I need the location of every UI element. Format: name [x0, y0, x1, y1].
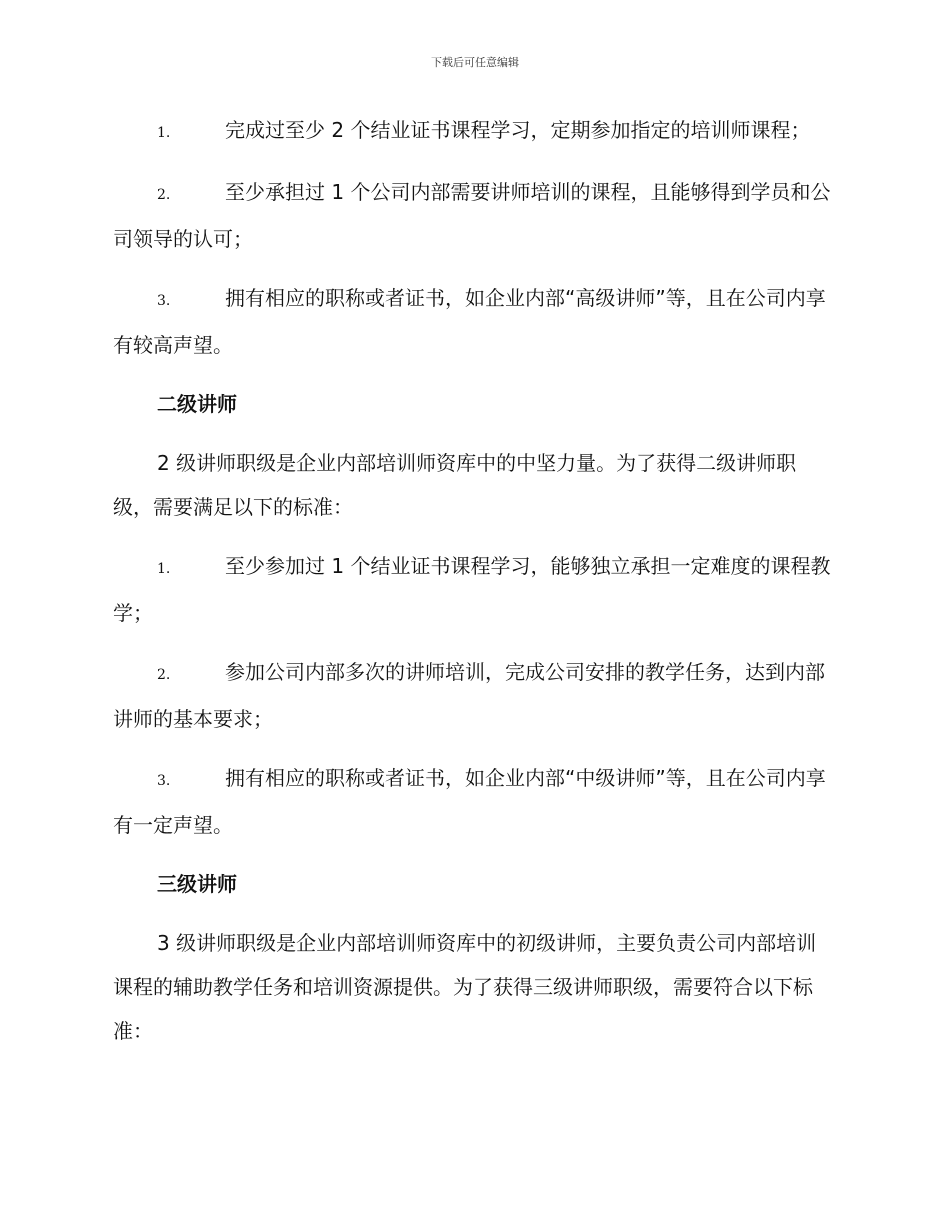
- list-item: [113, 108, 833, 155]
- list-text: 参加公司内部多次的讲师培训，完成公司安排的教学任务，达到内部讲师的基本要求；: [113, 660, 825, 731]
- section-intro-level2: 2 级讲师职级是企业内部培训师资库中的中坚力量。为了获得二级讲师职级，需要满足以下的标准：: [113, 451, 797, 519]
- list-number: 2.: [157, 187, 171, 203]
- section-intro-level3: 3 级讲师职级是企业内部培训师资库中的初级讲师，主要负责公司内部培训课程的辅助教学任务和培训资源提供。为了获得三级讲师职级，需要符合以下标准：: [113, 931, 817, 1043]
- section-heading-level3: 三级讲师: [157, 872, 237, 896]
- section-heading-level2: 二级讲师: [157, 392, 237, 416]
- list-item: [113, 170, 833, 261]
- list-number: 1.: [157, 561, 171, 577]
- list-item: [113, 276, 833, 367]
- list-number: 3.: [157, 293, 171, 309]
- list-number: 2.: [157, 667, 171, 683]
- list-text: 至少参加过 1 个结业证书课程学习，能够独立承担一定难度的课程教学；: [113, 554, 831, 625]
- list-item: [113, 544, 833, 635]
- list-text: 拥有相应的职称或者证书，如企业内部“高级讲师”等，且在公司内享有较高声望。: [113, 286, 826, 357]
- list-text: 拥有相应的职称或者证书，如企业内部“中级讲师”等，且在公司内享有一定声望。: [113, 766, 826, 837]
- page-header: 下载后可任意编辑: [431, 56, 519, 69]
- list-item: [113, 756, 833, 847]
- document-body: [113, 108, 833, 1068]
- list-text: 完成过至少 2 个结业证书课程学习，定期参加指定的培训师课程；: [225, 118, 811, 142]
- list-item: [113, 650, 833, 741]
- list-text: 至少承担过 1 个公司内部需要讲师培训的课程，且能够得到学员和公司领导的认可；: [113, 180, 831, 251]
- list-number: 1.: [157, 125, 171, 141]
- list-number: 3.: [157, 773, 171, 789]
